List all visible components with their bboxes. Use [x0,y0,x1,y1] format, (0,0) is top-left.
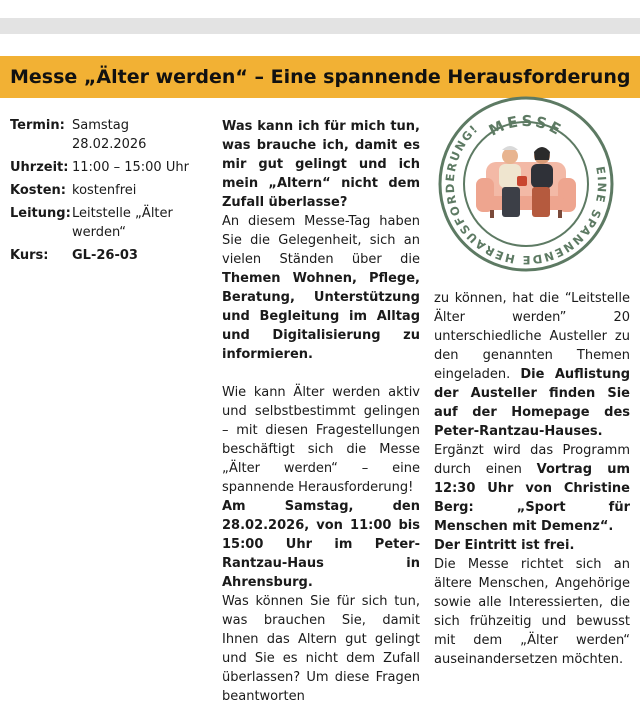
info-key: Termin: [10,118,65,133]
info-row-uhrzeit [10,158,210,177]
info-key: Uhrzeit: [10,160,69,175]
sofa-illustration [476,146,576,218]
top-band [0,18,640,34]
text-normal: zu können, hat die “Leitstelle Älter werden” 20 unterschiedliche Austeller zu den genannten Themen eingeladen. [434,291,630,382]
cup-icon [517,176,527,186]
info-row-leitung [10,204,210,242]
info-key: Kosten: [10,183,66,198]
info-list [10,116,210,269]
info-key: Leitung: [10,206,71,221]
paragraph: Was können Sie für sich tun, was brauchen Sie, damit Ihnen das Altern gut gelingt und Sie es nicht dem Zufall überlassen? Um diese Fragen beantworten [222,594,420,704]
messe-logo [428,92,624,278]
question-heading: Was kann ich für mich tun, was brauche ich, damit es mir gut gelingt und ich mein „Altern“ nicht dem Zufall überlasse? [222,119,420,210]
logo-top-text: MESSE [485,111,567,140]
logo-ring-text: EINE SPANNENDE HERAUSFORDERUNG! [442,121,610,268]
info-row-kurs [10,246,210,265]
entry-free: Der Eintritt ist frei. [434,538,575,553]
info-row-kosten [10,181,210,200]
info-key: Kurs: [10,248,49,263]
text-column-left [222,117,420,706]
text-normal: An diesem Messe-Tag haben Sie die Gelegenheit, sich an vielen Ständen über die [222,214,420,267]
paragraph [222,212,420,364]
paragraph [434,441,630,536]
text-bold: Themen Wohnen, Pflege, Beratung, Unterstützung und Begleitung im Alltag und Digitalisierung zu informieren. [222,271,420,362]
text-bold: Die Auflistung der Austeller finden Sie auf der Homepage des Peter-Rantzau-Hauses. [434,367,631,439]
paragraph: Wie kann Älter werden aktiv und selbstbestimmt gelingen – mit diesen Fragestellungen beschäftigt sich die Messe „Älter werden“ – eine spannende Herausforderung! [222,385,420,495]
info-value: Leitstelle „Älter werden“ [72,206,173,240]
info-value: Samstag 28.02.2026 [72,118,147,152]
svg-text:MESSE [486,112,566,140]
text-normal: Ergänzt wird das Programm durch einen [434,443,630,477]
paragraph [434,289,630,441]
info-value: kostenfrei [72,183,137,198]
text-bold: Vortrag um 12:30 Uhr von Christine Berg: „Sport für Menschen mit Demenz“. [434,462,630,534]
event-date: Am Samstag, den 28.02.2026, von 11:00 bis 15:00 Uhr im Peter-Rantzau-Haus in Ahrensburg. [222,499,420,590]
info-value: GL-26-03 [72,248,138,263]
text-column-right [434,289,630,669]
paragraph: Die Messe richtet sich an ältere Menschen, Angehörige sowie alle Interessierten, die sich frühzeitig und bewusst mit dem „Älter werden“ auseinandersetzen möchten. [434,557,630,667]
info-value: 11:00 – 15:00 Uhr [72,160,189,175]
info-row-termin [10,116,210,154]
page-title: Messe „Älter werden“ – Eine spannende Herausforderung [10,66,631,88]
